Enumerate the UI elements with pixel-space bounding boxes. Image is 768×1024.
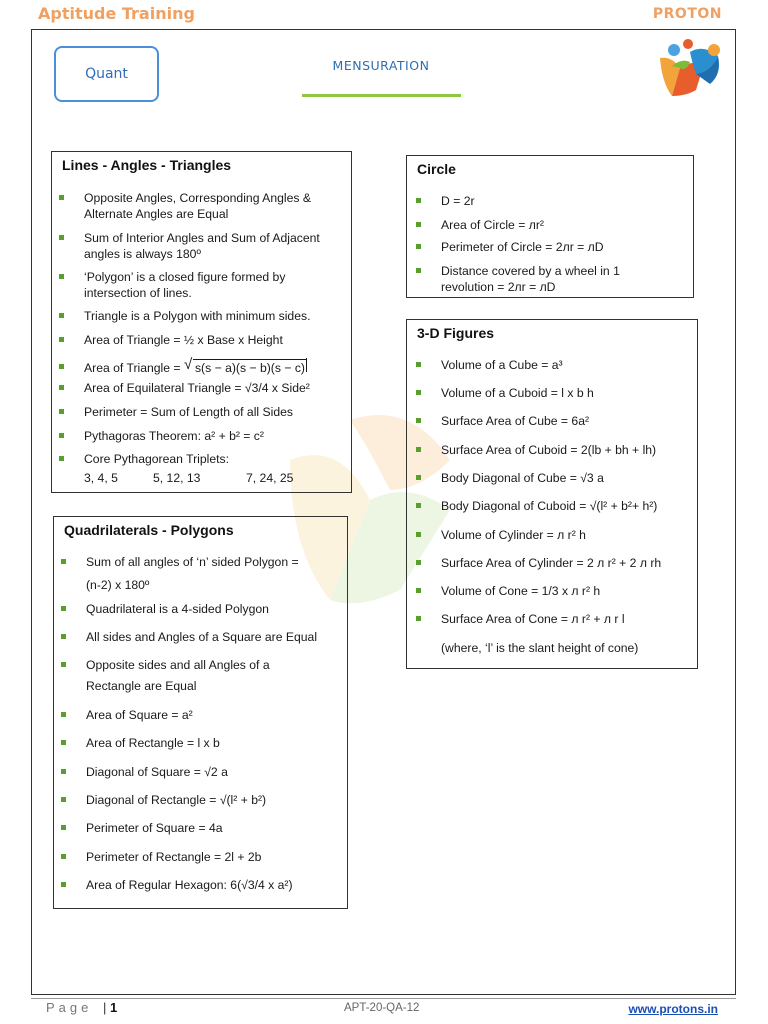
list-item: Surface Area of Cone = л r² + л r l (441, 612, 625, 626)
list-item-cont: (n-2) x 180º (86, 578, 150, 592)
list-item: ‘Polygon’ is a closed figure formed by (84, 270, 286, 284)
list-item: Volume of a Cube = a³ (441, 358, 563, 372)
triplet: 5, 12, 13 (153, 471, 201, 485)
list-item: Body Diagonal of Cube = √3 a (441, 471, 604, 485)
section-title: Circle (417, 161, 456, 177)
list-item: Body Diagonal of Cuboid = √(l² + b²+ h²) (441, 499, 658, 513)
list-item: Sum of all angles of ‘n’ sided Polygon = (86, 555, 299, 569)
header-brand: PROTON (652, 6, 722, 22)
footer-page-sep: | (103, 1000, 107, 1015)
list-item: Sum of Interior Angles and Sum of Adjacent (84, 231, 320, 245)
triplet: 3, 4, 5 (84, 471, 118, 485)
list-item: Distance covered by a wheel in 1 (441, 264, 620, 278)
list-item: Perimeter of Circle = 2лr = лD (441, 240, 604, 254)
list-item: Perimeter of Rectangle = 2l + 2b (86, 850, 262, 864)
list-item-cont: Rectangle are Equal (86, 679, 197, 693)
list-item: Triangle is a Polygon with minimum sides. (84, 309, 311, 323)
footer-page-number (103, 1000, 117, 1015)
list-item: D = 2r (441, 194, 475, 208)
list-item: Opposite sides and all Angles of a (86, 658, 270, 672)
list-item: Opposite Angles, Corresponding Angles & (84, 191, 311, 205)
section-title: 3-D Figures (417, 325, 495, 341)
title-underline (302, 94, 461, 97)
list-item: Area of Equilateral Triangle = √3/4 x Side² (84, 381, 310, 395)
list-item: Surface Area of Cylinder = 2 л r² + 2 л rh (441, 556, 662, 570)
list-item (84, 356, 307, 376)
footer-page-label: Page (46, 1000, 93, 1015)
list-item: Area of Regular Hexagon: 6(√3/4 x a²) (86, 878, 293, 892)
list-item: Area of Triangle = ½ x Base x Height (84, 333, 283, 347)
footer-divider (31, 998, 736, 999)
list-item-cont: Alternate Angles are Equal (84, 207, 229, 221)
proton-logo-icon (652, 38, 724, 100)
list-item: Area of Rectangle = l x b (86, 736, 220, 750)
list-item: Perimeter = Sum of Length of all Sides (84, 405, 293, 419)
list-item: Quadrilateral is a 4-sided Polygon (86, 602, 269, 616)
list-item: Pythagoras Theorem: a² + b² = c² (84, 429, 264, 443)
list-item-cont: angles is always 180º (84, 247, 201, 261)
list-item: Surface Area of Cuboid = 2(lb + bh + lh) (441, 443, 657, 457)
section-3d-figures (406, 319, 698, 669)
section-lines-angles-triangles (51, 151, 352, 493)
footer-website-link[interactable]: www.protons.in (628, 1002, 718, 1016)
list-item: Core Pythagorean Triplets: (84, 452, 229, 466)
list-item: Diagonal of Square = √2 a (86, 765, 228, 779)
formula-label: Area of Triangle = (84, 361, 181, 375)
list-item-cont: revolution = 2лr = лD (441, 280, 556, 294)
list-item: Surface Area of Cube = 6a² (441, 414, 590, 428)
section-quadrilaterals-polygons (53, 516, 348, 909)
page-title: MENSURATION (332, 58, 430, 73)
note: (where, ‘l’ is the slant height of cone) (441, 641, 639, 655)
list-item-cont: intersection of lines. (84, 286, 192, 300)
header-title: Aptitude Training (38, 4, 195, 23)
list-item: Perimeter of Square = 4a (86, 821, 223, 835)
list-item: Volume of Cylinder = л r² h (441, 528, 586, 542)
heron-formula: √ s(s − a)(s − b)(s − c) (183, 356, 305, 375)
footer-doc-code: APT-20-QA-12 (344, 1002, 420, 1014)
quant-badge: Quant (54, 46, 159, 102)
list-item: Area of Circle = лr² (441, 218, 544, 232)
section-circle (406, 155, 694, 298)
section-title: Lines - Angles - Triangles (62, 157, 232, 173)
list-item: Volume of Cone = 1/3 x л r² h (441, 584, 601, 598)
heron-radicand: s(s − a)(s − b)(s − c) (194, 361, 305, 375)
list-item: Area of Square = a² (86, 708, 193, 722)
list-item: All sides and Angles of a Square are Equal (86, 630, 318, 644)
section-title: Quadrilaterals - Polygons (64, 522, 234, 538)
list-item: Diagonal of Rectangle = √(l² + b²) (86, 793, 267, 807)
triplet: 7, 24, 25 (246, 471, 294, 485)
list-item: Volume of a Cuboid = l x b h (441, 386, 594, 400)
page-number: 1 (110, 1000, 118, 1015)
